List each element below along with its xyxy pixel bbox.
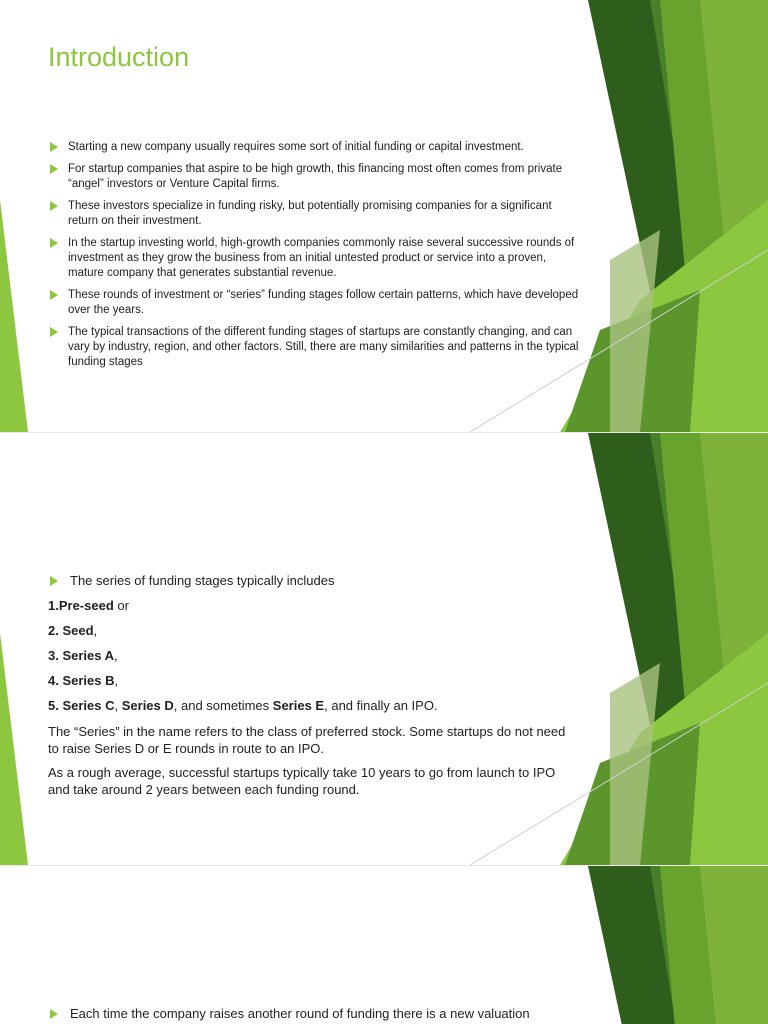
- list-item: For startup companies that aspire to be high growth, this financing most often comes from private “angel” investors or Venture Capital firms.: [48, 162, 583, 192]
- intro-bullet-list: [48, 140, 583, 377]
- list-item: In the startup investing world, high-growth companies commonly raise several successive rounds of investment as they grow the business from an initial untested product or service into a proven, mature company that generates substantial revenue.: [48, 236, 583, 281]
- list-item: These investors specialize in funding risky, but potentially promising companies for a significant return on their investment.: [48, 199, 583, 229]
- list-item: Each time the company raises another round of funding there is a new valuation: [48, 1006, 588, 1022]
- bullet-arrow-icon: [50, 164, 58, 174]
- slide-title: Introduction: [48, 42, 190, 72]
- stage-series-c-d-e: 5. Series C, Series D, and sometimes Series E, and finally an IPO.: [48, 698, 438, 713]
- slide-funding-stages: [0, 433, 768, 865]
- bullet-arrow-icon: [50, 576, 58, 586]
- slide-introduction: [0, 0, 768, 432]
- list-item: These rounds of investment or “series” funding stages follow certain patterns, which have developed over the years.: [48, 288, 583, 318]
- stage-pre-seed: 1.Pre-seed or: [48, 598, 129, 613]
- bullet-arrow-icon: [50, 1009, 58, 1019]
- list-item: The typical transactions of the different funding stages of startups are constantly changing, and can vary by industry, region, and other factors. Still, there are many similarities and patterns in the typical funding stages: [48, 325, 583, 370]
- bullet-arrow-icon: [50, 290, 58, 300]
- stage-series-b: 4. Series B,: [48, 673, 119, 688]
- stage-series-a: 3. Series A,: [48, 648, 118, 663]
- slide-valuation: [0, 866, 768, 1024]
- funding-stages-content: [48, 573, 578, 805]
- list-item: Starting a new company usually requires some sort of initial funding or capital investment.: [48, 140, 583, 155]
- green-facet-decoration: [0, 866, 768, 1024]
- bullet-arrow-icon: [50, 238, 58, 248]
- bullet-arrow-icon: [50, 142, 58, 152]
- list-item: The series of funding stages typically includes: [48, 573, 578, 589]
- bullet-arrow-icon: [50, 327, 58, 337]
- series-explanation: The “Series” in the name refers to the class of preferred stock. Some startups do not need to raise Series D or E rounds in route to an IPO.: [48, 724, 566, 756]
- bullet-arrow-icon: [50, 201, 58, 211]
- valuation-content: [48, 1006, 588, 1022]
- stage-seed: 2. Seed,: [48, 623, 98, 638]
- timeline-explanation: As a rough average, successful startups typically take 10 years to go from launch to IPO and take around 2 years between each funding round.: [48, 765, 556, 797]
